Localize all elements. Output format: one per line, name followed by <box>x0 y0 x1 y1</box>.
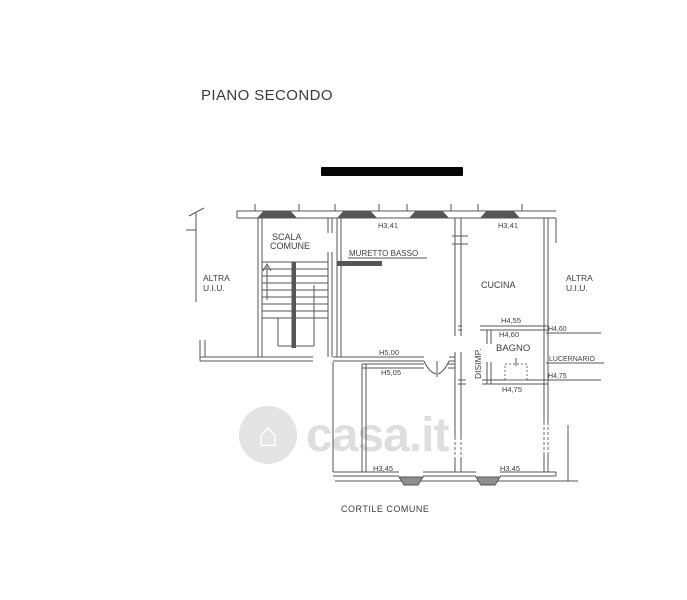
page-title: PIANO SECONDO <box>201 87 333 104</box>
annotation-lucernario: LUCERNARIO <box>549 356 595 363</box>
scala-label-line1: SCALA <box>272 232 302 242</box>
room-left-height-top: H5,05 <box>381 368 402 377</box>
hallway-label: DISIMP. <box>473 348 483 379</box>
kitchen-height-bottom: H4,55 <box>501 316 522 325</box>
room-left-height-bottom: H3,45 <box>373 464 394 473</box>
dashed-openings <box>455 422 548 458</box>
bath-label: BAGNO <box>496 343 531 354</box>
muretto-basso-label: MURETTO BASSO <box>349 249 419 258</box>
stair-direction-arrow <box>263 264 271 300</box>
skylight-dashed-outline <box>505 364 527 380</box>
window-jambs <box>255 204 522 211</box>
staircase <box>262 262 328 348</box>
bath-height: H4,60 <box>499 330 520 339</box>
room-right-height-top: H4,75 <box>502 385 523 394</box>
watermark-label: casa.it <box>306 408 449 462</box>
livingroom-height-bottom: H5,00 <box>379 348 400 357</box>
central-divider-wall <box>455 218 461 472</box>
room-right-height-bottom: H3,45 <box>500 464 521 473</box>
altra-uiu-left-line2: U.I.U. <box>203 283 225 293</box>
livingroom-left-wall <box>337 218 341 357</box>
bottomleft-room-walls <box>333 362 455 472</box>
muretto-basso-wall <box>337 261 382 266</box>
scala-label-line2: COMUNE <box>270 241 310 251</box>
altra-uiu-right-line1: ALTRA <box>566 273 593 283</box>
annotation-h475: H4,75 <box>548 373 567 380</box>
left-boundary-wall <box>186 208 204 302</box>
house-icon: ⌂ <box>257 416 279 454</box>
bath-hall-divider-wall <box>487 330 491 384</box>
courtyard-label: CORTILE COMUNE <box>341 504 430 514</box>
altra-uiu-left-line1: ALTRA <box>203 273 230 283</box>
annotation-h460: H4,60 <box>548 326 567 333</box>
window-icon <box>409 212 449 219</box>
window-icon <box>257 212 297 219</box>
altra-uiu-right-line2: U.I.U. <box>566 283 588 293</box>
bottom-exterior-wall <box>333 472 556 476</box>
window-icon <box>337 212 377 219</box>
ground-line <box>335 425 578 481</box>
bath-bottom-wall <box>458 358 548 384</box>
window-icon <box>480 212 520 219</box>
stair-stringer <box>292 262 297 348</box>
kitchen-label: CUCINA <box>481 280 516 290</box>
livingroom-height-top: H3,41 <box>378 221 399 230</box>
kitchen-height-top: H3,41 <box>498 221 519 230</box>
